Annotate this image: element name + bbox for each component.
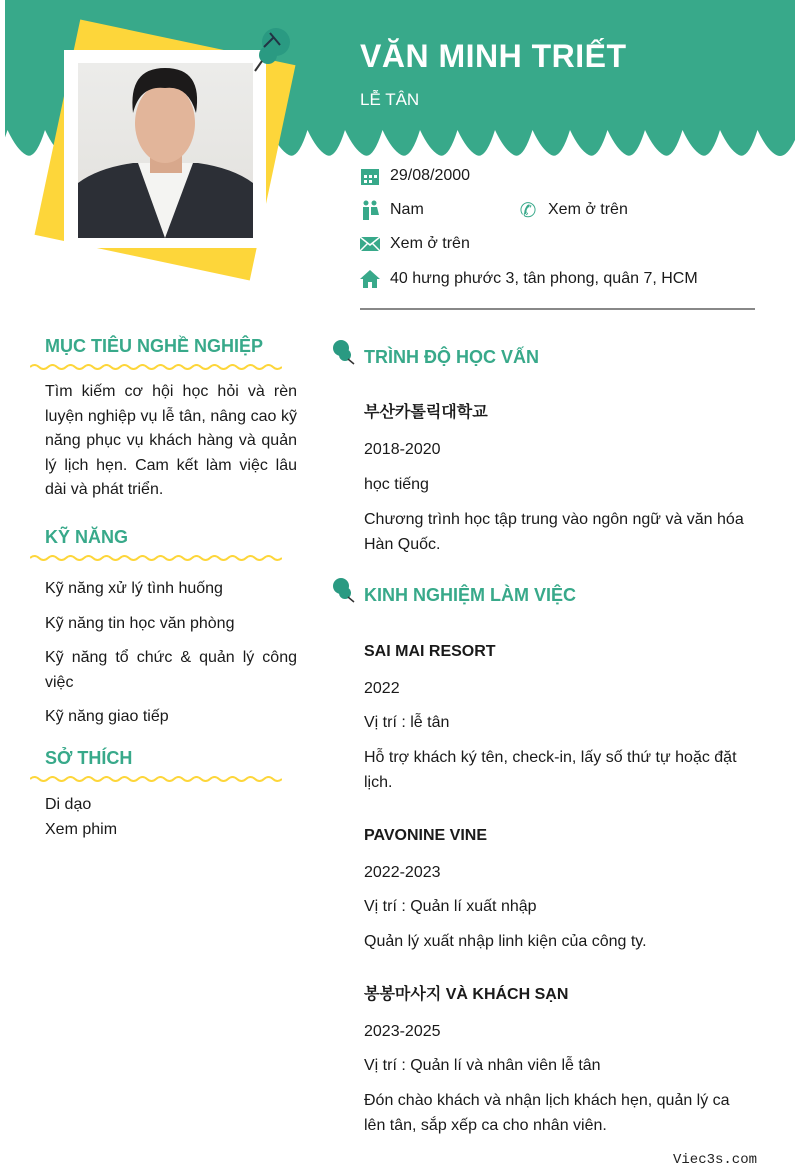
home-icon [360,269,380,289]
pushpin-icon [250,25,292,73]
email-row [360,234,470,254]
education-heading: TRÌNH ĐỘ HỌC VẤN [364,347,539,367]
birthday-row [360,166,470,186]
job-period: 2023-2025 [364,1023,441,1040]
gender-icon [360,200,380,220]
footer-watermark: Viec3s.com [673,1152,758,1168]
skill-item: Kỹ năng tin học văn phòng [45,614,235,632]
education-period: 2018-2020 [364,441,441,458]
job-company: PAVONINE VINE [364,827,487,844]
job-position: Vị trí : Quản lí xuất nhập [364,898,537,915]
candidate-role: LỄ TÂN [360,90,420,109]
job-company: 봉봉마사지 VÀ KHÁCH SẠN [364,986,569,1003]
wave-divider [30,362,282,372]
experience-heading: KINH NGHIỆM LÀM VIỆC [364,585,577,605]
hobby-item: Di dạo [45,796,92,813]
job-period: 2022-2023 [364,864,441,881]
skill-item: Kỹ năng tổ chức & quản lý công việc [45,649,297,691]
job-description: Quản lý xuất nhập linh kiện của công ty. [364,933,647,950]
job-position: Vị trí : lễ tân [364,714,450,731]
skills-heading: KỸ NĂNG [45,527,129,547]
education-description: Chương trình học tập trung vào ngôn ngữ và văn hóa Hàn Quốc. [364,511,744,553]
calendar-icon [360,166,380,186]
email-value: Xem ở trên [390,235,470,252]
phone-value: Xem ở trên [548,201,628,218]
pushpin-icon [330,576,356,604]
address-row [360,269,698,289]
job-description: Đón chào khách và nhận lịch khách hẹn, quản lý ca lên tân, sắp xếp ca cho nhân viên. [364,1092,730,1134]
envelope-icon [360,234,380,254]
hobbies-list [45,793,297,842]
gender-row [360,200,424,220]
job-description: Hỗ trợ khách ký tên, check-in, lấy số thứ tự hoặc đặt lịch. [364,749,737,791]
skills-list [45,577,297,730]
phone-row [518,200,628,220]
avatar [78,63,253,238]
hobbies-heading: SỞ THÍCH [45,748,133,768]
skill-item: Kỹ năng giao tiếp [45,708,169,725]
gender-value: Nam [390,201,424,218]
objective-text: Tìm kiếm cơ hội học hỏi và rèn luyện nghiệp vụ lễ tân, nâng cao kỹ năng phục vụ khách hàng và quản lý lịch hẹn. Cam kết làm việc lâu dài và phát triển. [45,383,297,498]
phone-icon: ✆ [519,199,537,222]
objective-heading: MỤC TIÊU NGHỀ NGHIỆP [45,336,264,356]
wave-divider [30,774,282,784]
address-value: 40 hưng phước 3, tân phong, quân 7, HCM [390,270,698,287]
birthday-value: 29/08/2000 [390,167,471,184]
hobby-item: Xem phim [45,820,118,838]
divider [360,308,755,310]
job-position: Vị trí : Quản lí và nhân viên lễ tân [364,1057,601,1074]
wave-divider [30,553,282,563]
education-major: học tiếng [364,476,429,493]
school-name: 부산카톨릭대학교 [364,404,488,421]
job-period: 2022 [364,680,400,697]
pushpin-icon [330,338,356,366]
skill-item: Kỹ năng xử lý tình huống [45,580,223,597]
job-company: SAI MAI RESORT [364,643,496,660]
candidate-name: VĂN MINH TRIẾT [360,38,627,74]
